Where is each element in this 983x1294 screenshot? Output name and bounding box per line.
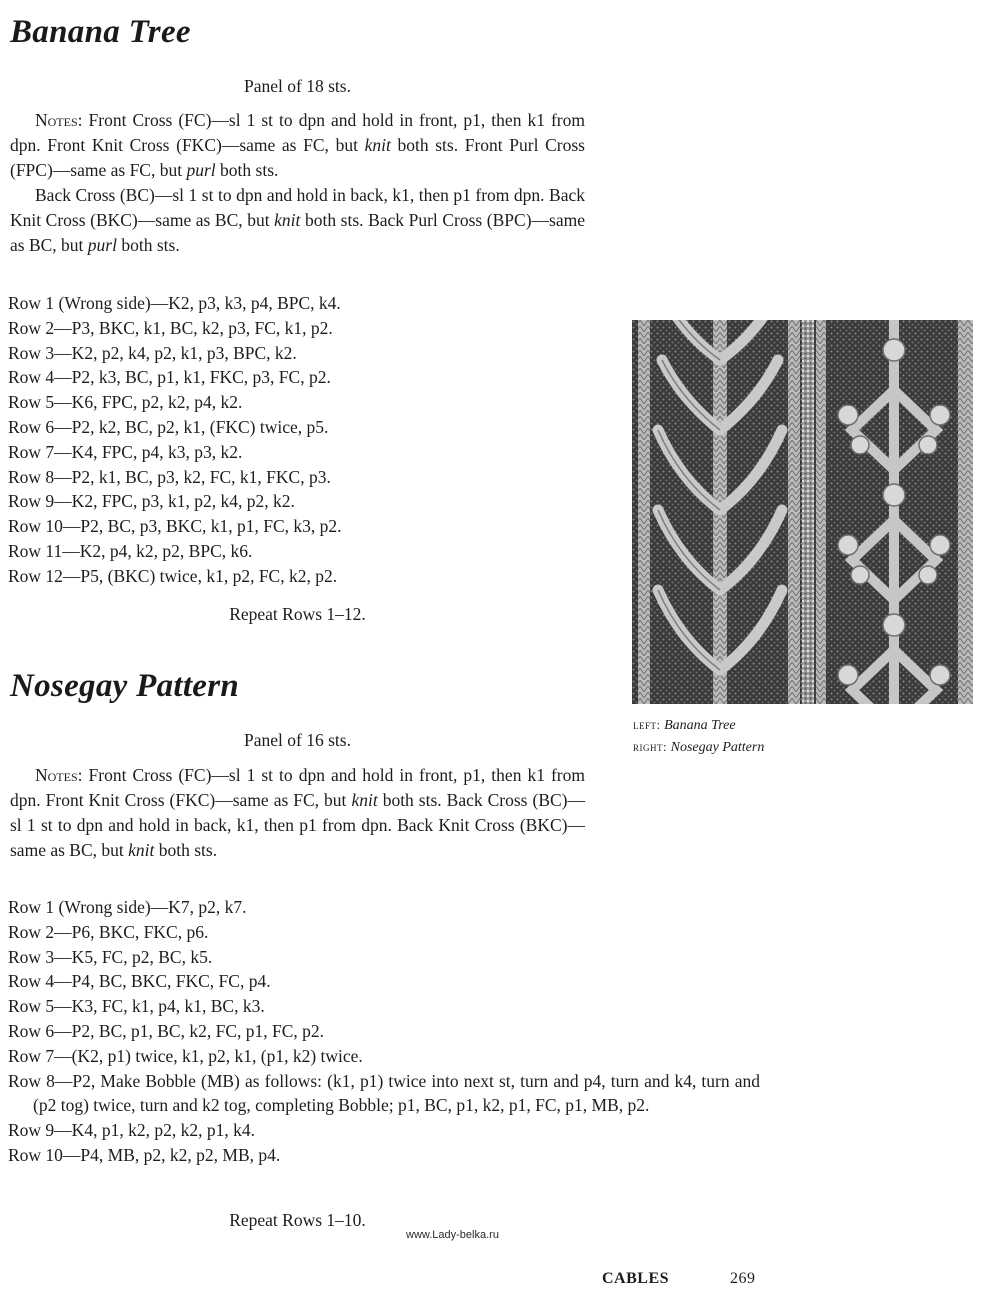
nosegay-notes-knit-2: knit <box>128 840 155 860</box>
caption-right-text: Nosegay Pattern <box>670 740 765 755</box>
nosegay-row: Row 1 (Wrong side)—K7, p2, k7. <box>8 897 247 917</box>
nosegay-notes-para <box>10 763 585 863</box>
footer-section: CABLES <box>602 1270 670 1287</box>
nosegay-row: Row 2—P6, BKC, FKC, p6. <box>8 921 209 942</box>
caption-left-text: Banana Tree <box>664 718 736 733</box>
banana-notes1-a: Front Cross (FC)—sl 1 st to dpn and hold in front, p1, then k1 from dpn. Front Knit Cross (FKC)—same as FC, but <box>10 110 585 155</box>
banana-row: Row 2—P3, BKC, k1, BC, k2, p3, FC, k1, p2. <box>8 317 333 338</box>
nosegay-notes-a: Front Cross (FC)—sl 1 st to dpn and hold in front, p1, then k1 from dpn. Front Knit Cross (FKC)—same as FC, but <box>10 765 585 810</box>
page-number: 269 <box>730 1270 756 1287</box>
nosegay-title: Nosegay Pattern <box>10 668 240 704</box>
knitted-cable-swatch-icon <box>632 320 973 704</box>
banana-notes1-c: both sts. Front Purl Cross (FPC)—same as FC, but <box>10 135 585 180</box>
knitted-swatch-photo <box>632 320 973 704</box>
banana-notes2-a: Back Cross (BC)—sl 1 st to dpn and hold in back, k1, then p1 from dpn. Back Knit Cross (BKC)—same as BC, but <box>10 185 585 230</box>
banana-row: Row 9—K2, FPC, p3, k1, p2, k4, p2, k2. <box>8 491 295 512</box>
banana-notes2-purl: purl <box>87 235 117 255</box>
banana-row: Row 8—P2, k1, BC, p3, k2, FC, k1, FKC, p3. <box>8 466 331 487</box>
banana-row: Row 4—P2, k3, BC, p1, k1, FKC, p3, FC, p2. <box>8 367 331 388</box>
nosegay-row: Row 5—K3, FC, k1, p4, k1, BC, k3. <box>8 996 265 1017</box>
banana-row: Row 5—K6, FPC, p2, k2, p4, k2. <box>8 392 243 413</box>
banana-panel-size: Panel of 18 sts. <box>244 76 351 96</box>
banana-row: Row 12—P5, (BKC) twice, k1, p2, FC, k2, p2. <box>8 565 338 586</box>
banana-notes1-purl: purl <box>186 160 216 180</box>
nosegay-repeat: Repeat Rows 1–10. <box>229 1210 366 1230</box>
banana-row: Row 3—K2, p2, k4, p2, k1, p3, BPC, k2. <box>8 342 297 363</box>
nosegay-row: Row 3—K5, FC, p2, BC, k5. <box>8 946 213 967</box>
nosegay-notes <box>10 763 585 863</box>
nosegay-row: Row 7—(K2, p1) twice, k1, p2, k1, (p1, k2) twice. <box>8 1045 363 1066</box>
banana-row: Row 10—P2, BC, p3, BKC, k1, p1, FC, k3, p2. <box>8 516 342 537</box>
banana-row: Row 6—P2, k2, BC, p2, k1, (FKC) twice, p5. <box>8 416 329 437</box>
banana-notes <box>10 108 585 258</box>
banana-notes-label: Notes: <box>35 110 83 130</box>
banana-notes-para-2 <box>10 183 585 258</box>
banana-row-list <box>8 291 598 589</box>
banana-notes2-knit: knit <box>274 210 301 230</box>
caption-left <box>633 714 764 736</box>
nosegay-panel-size: Panel of 16 sts. <box>244 730 351 750</box>
nosegay-notes-e: both sts. <box>154 840 218 860</box>
nosegay-notes-label: Notes: <box>35 765 83 785</box>
nosegay-notes-c: both sts. Back Cross (BC)—sl 1 st to dpn and hold in back, k1, then p1 from dpn. Back Knit Cross (BKC)—same as BC, but <box>10 790 585 860</box>
banana-notes2-e: both sts. <box>116 235 180 255</box>
nosegay-row: Row 8—P2, Make Bobble (MB) as follows: (k1, p1) twice into next st, turn and p4, turn and k4, turn and (p2 tog) twice, turn and k2 tog, completing Bobble; p1, BC, p1, k2, p1, FC, p1, MB, p2. <box>8 1070 760 1116</box>
nosegay-notes-knit-1: knit <box>351 790 378 810</box>
nosegay-row-list <box>8 895 760 1168</box>
nosegay-row: Row 10—P4, MB, p2, k2, p2, MB, p4. <box>8 1144 281 1165</box>
banana-notes1-knit: knit <box>364 135 391 155</box>
banana-row: Row 1 (Wrong side)—K2, p3, k3, p4, BPC, k4. <box>8 293 341 313</box>
banana-row: Row 7—K4, FPC, p4, k3, p3, k2. <box>8 441 243 462</box>
caption-left-label: left: <box>633 717 661 732</box>
nosegay-row: Row 6—P2, BC, p1, BC, k2, FC, p1, FC, p2. <box>8 1020 325 1041</box>
nosegay-row: Row 9—K4, p1, k2, p2, k2, p1, k4. <box>8 1120 255 1141</box>
banana-notes-para-1 <box>10 108 585 183</box>
banana-repeat: Repeat Rows 1–12. <box>229 604 366 624</box>
banana-tree-title: Banana Tree <box>10 14 191 50</box>
caption-right-label: right: <box>633 739 668 754</box>
caption-right <box>633 736 764 758</box>
photo-caption <box>633 714 764 758</box>
banana-row: Row 11—K2, p4, k2, p2, BPC, k6. <box>8 540 253 561</box>
banana-notes2-c: both sts. Back Purl Cross (BPC)—same as BC, but <box>10 210 585 255</box>
banana-notes1-e: both sts. <box>215 160 279 180</box>
nosegay-row: Row 4—P4, BC, BKC, FKC, FC, p4. <box>8 971 271 992</box>
watermark-link[interactable]: www.Lady-belka.ru <box>406 1229 499 1241</box>
